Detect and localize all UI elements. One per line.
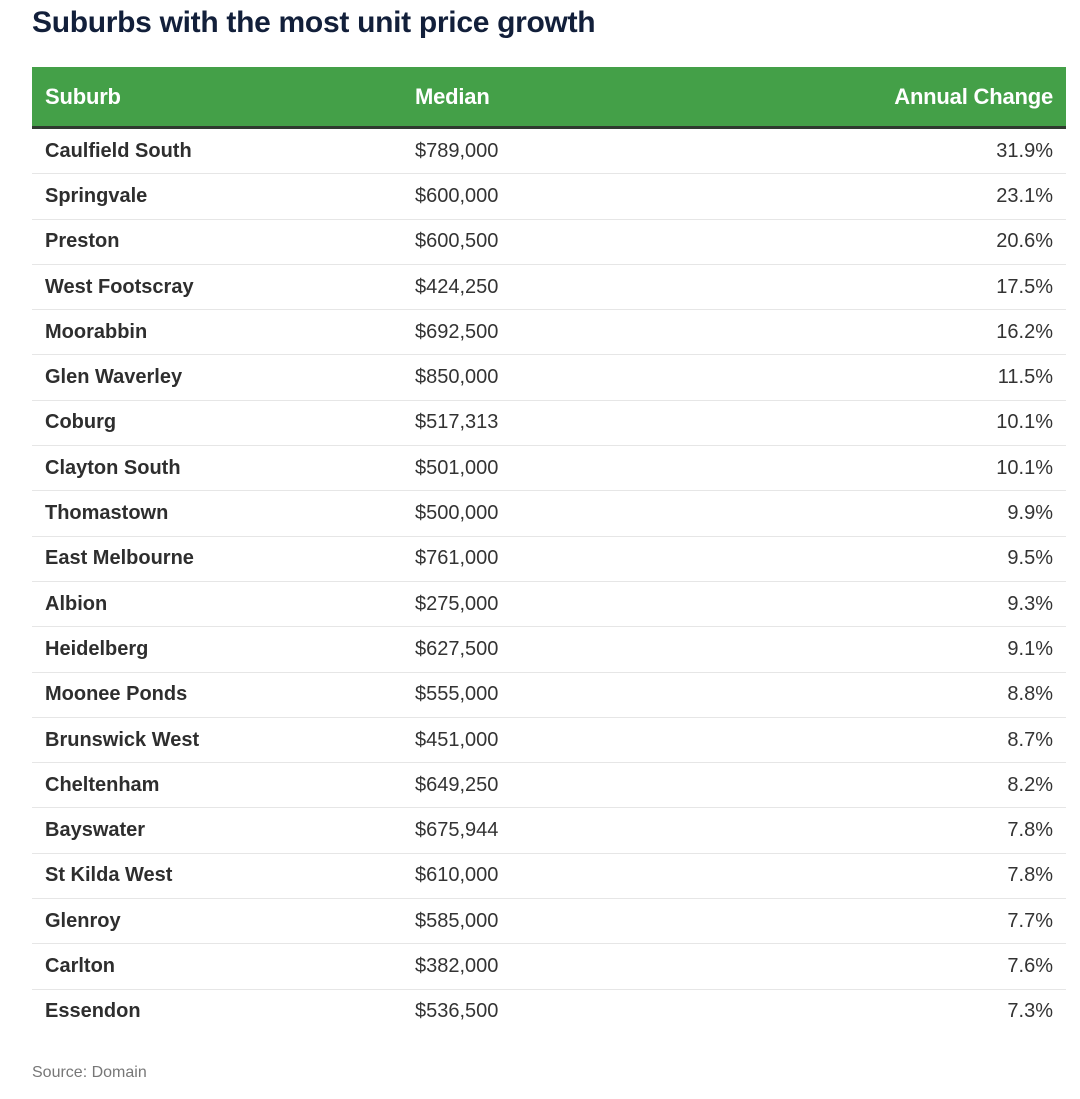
table-header xyxy=(32,67,1066,128)
suburb-cell: Essendon xyxy=(45,1000,141,1023)
source-note: Source: Domain xyxy=(32,1064,147,1081)
annual-change-cell: 7.7% xyxy=(732,899,1066,944)
table-row xyxy=(32,400,1066,445)
median-cell: $761,000 xyxy=(402,536,732,581)
annual-change-cell: 17.5% xyxy=(732,264,1066,309)
median-cell: $517,313 xyxy=(402,400,732,445)
median-cell: $649,250 xyxy=(402,763,732,808)
table-row xyxy=(32,174,1066,219)
data-table-container xyxy=(32,67,1066,1034)
annual-change-cell: 9.5% xyxy=(732,536,1066,581)
annual-change-cell: 9.1% xyxy=(732,627,1066,672)
median-cell: $555,000 xyxy=(402,672,732,717)
suburb-cell: West Footscray xyxy=(32,264,402,309)
suburb-cell: St Kilda West xyxy=(32,853,402,898)
annual-change-cell: 7.6% xyxy=(732,944,1066,989)
annual-change-cell: 23.1% xyxy=(732,174,1066,219)
median-cell: $600,000 xyxy=(402,174,732,219)
annual-change-cell: 7.8% xyxy=(732,808,1066,853)
suburb-cell: Glen Waverley xyxy=(32,355,402,400)
suburb-cell: Moorabbin xyxy=(32,310,402,355)
table-row xyxy=(32,808,1066,853)
suburb-cell: Coburg xyxy=(32,400,402,445)
header-row xyxy=(32,67,1066,128)
median-cell: $627,500 xyxy=(402,627,732,672)
table-row xyxy=(32,581,1066,626)
median-cell: $451,000 xyxy=(402,717,732,762)
table-row xyxy=(32,717,1066,762)
table-row xyxy=(32,264,1066,309)
median-cell: $600,500 xyxy=(402,219,732,264)
table-row xyxy=(32,219,1066,264)
median-cell: $692,500 xyxy=(402,310,732,355)
median-cell: $382,000 xyxy=(402,944,732,989)
median-cell: $500,000 xyxy=(402,491,732,536)
suburb-cell: Albion xyxy=(32,581,402,626)
suburb-cell: East Melbourne xyxy=(32,536,402,581)
annual-change-cell: 8.7% xyxy=(732,717,1066,762)
annual-change-cell: 31.9% xyxy=(732,128,1066,174)
median-cell: $675,944 xyxy=(402,808,732,853)
annual-change-cell: 10.1% xyxy=(732,400,1066,445)
annual-change-cell: 20.6% xyxy=(732,219,1066,264)
table-row xyxy=(32,310,1066,355)
table-row xyxy=(32,853,1066,898)
table-row xyxy=(32,944,1066,989)
suburb-cell: Heidelberg xyxy=(32,627,402,672)
table-row xyxy=(32,355,1066,400)
suburb-cell: Carlton xyxy=(32,944,402,989)
annual-change-cell: 11.5% xyxy=(732,355,1066,400)
suburb-cell: Brunswick West xyxy=(32,717,402,762)
median-cell: $585,000 xyxy=(402,899,732,944)
table-row xyxy=(32,536,1066,581)
median-cell: $275,000 xyxy=(402,581,732,626)
table-row xyxy=(32,491,1066,536)
median-cell: $610,000 xyxy=(402,853,732,898)
suburb-cell: Preston xyxy=(32,219,402,264)
table-row xyxy=(32,128,1066,174)
annual-change-cell: 9.3% xyxy=(732,581,1066,626)
suburb-cell: Caulfield South xyxy=(32,128,402,174)
annual-change-cell: 9.9% xyxy=(732,491,1066,536)
suburb-cell: Thomastown xyxy=(32,491,402,536)
table-row xyxy=(32,672,1066,717)
column-header-median: Median xyxy=(402,67,732,128)
annual-change-cell: 7.3% xyxy=(1007,1000,1053,1023)
column-header-annual-change: Annual Change xyxy=(732,67,1066,128)
annual-change-cell: 16.2% xyxy=(732,310,1066,355)
annual-change-cell: 10.1% xyxy=(732,446,1066,491)
table-row xyxy=(32,899,1066,944)
suburb-cell: Moonee Ponds xyxy=(32,672,402,717)
suburb-cell: Springvale xyxy=(32,174,402,219)
chart-title: Suburbs with the most unit price growth xyxy=(32,6,596,39)
median-cell: $501,000 xyxy=(402,446,732,491)
column-header-suburb: Suburb xyxy=(32,67,402,128)
annual-change-cell: 8.8% xyxy=(732,672,1066,717)
median-cell: $536,500 xyxy=(415,1000,499,1023)
annual-change-cell: 8.2% xyxy=(732,763,1066,808)
median-cell: $789,000 xyxy=(402,128,732,174)
suburb-cell: Glenroy xyxy=(32,899,402,944)
table-row xyxy=(32,989,1066,1034)
table-body xyxy=(32,128,1066,1034)
median-cell: $850,000 xyxy=(402,355,732,400)
table-row xyxy=(32,627,1066,672)
table-row xyxy=(32,763,1066,808)
suburb-cell: Cheltenham xyxy=(32,763,402,808)
data-table xyxy=(32,67,1066,1034)
annual-change-cell: 7.8% xyxy=(732,853,1066,898)
median-cell: $424,250 xyxy=(402,264,732,309)
table-row xyxy=(32,446,1066,491)
suburb-cell: Bayswater xyxy=(32,808,402,853)
suburb-cell: Clayton South xyxy=(32,446,402,491)
